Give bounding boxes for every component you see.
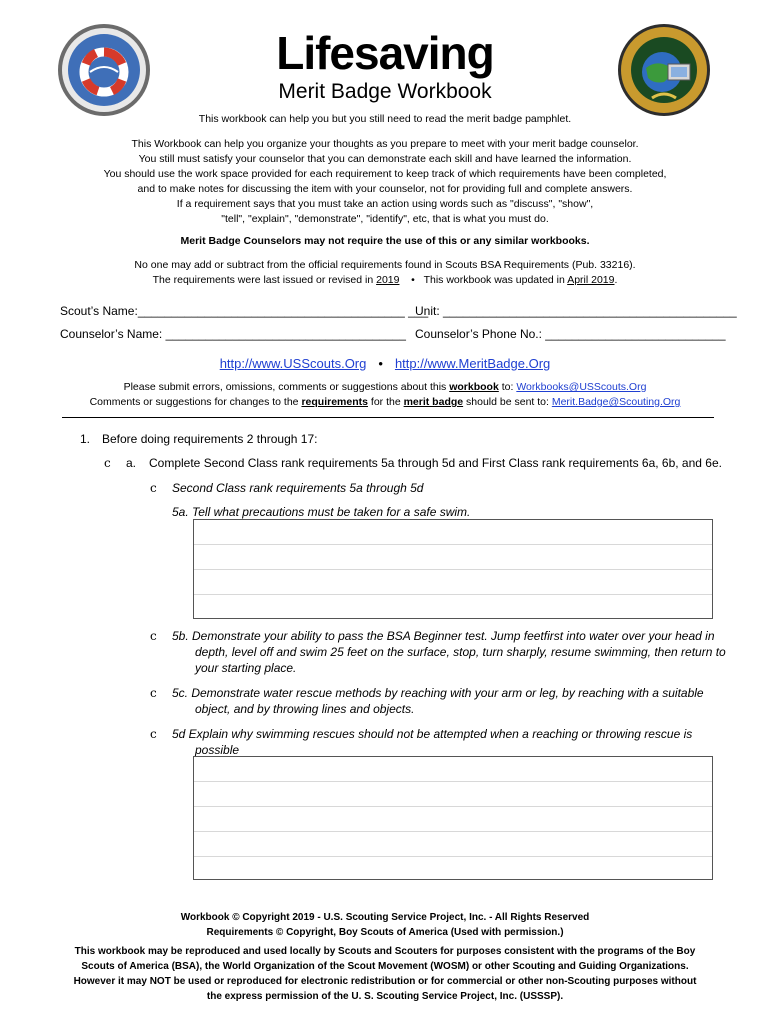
- requirement-1-number: 1.: [80, 432, 91, 446]
- requirement-5a-text: 5a. Tell what precautions must be taken for a safe swim.: [172, 505, 471, 519]
- links-row: [0, 356, 770, 371]
- divider: [62, 417, 714, 418]
- answer-line: [194, 594, 712, 595]
- scout-name-field[interactable]: Scout’s Name:________________________________________ ___: [60, 304, 429, 318]
- text: should be sent to:: [463, 396, 552, 408]
- revision-label: The requirements were last issued or revised in: [152, 274, 377, 286]
- requirement-5d-text: [172, 726, 692, 758]
- requirement-line: possible: [195, 743, 240, 757]
- text: merit badge: [403, 396, 464, 408]
- page-title: Lifesaving: [276, 27, 494, 79]
- answer-line: [194, 831, 712, 832]
- requirement-line: depth, level off and swim 25 feet on the surface, stop, turn sharply, resume swimming, then return to: [195, 645, 726, 659]
- requirement-5c-text: [172, 685, 704, 717]
- answer-box-5d[interactable]: [193, 756, 713, 880]
- intro-line: This Workbook can help you organize your thoughts as you prepare to meet with your merit badge counselor.: [131, 138, 639, 150]
- counselor-name-field[interactable]: Counselor’s Name: ____________________________________: [60, 327, 406, 341]
- checkbox-icon[interactable]: c: [104, 456, 111, 470]
- counselor-phone-field[interactable]: Counselor’s Phone No.: ___________________________: [415, 327, 726, 341]
- requirement-line: 5c. Demonstrate water rescue methods by reaching with your arm or leg, by reaching with a suitable: [172, 686, 704, 700]
- intro-line: You should use the work space provided for each requirement to keep track of which requirements have been completed,: [103, 168, 667, 180]
- revision-year: 2019: [376, 274, 400, 286]
- usage-line: However it may NOT be used or reproduced for electronic redistribution or for commercial or other non-Scouting purposes without: [73, 976, 697, 987]
- requirement-line: your starting place.: [195, 661, 297, 675]
- submission-note: [0, 380, 770, 410]
- answer-line: [194, 569, 712, 570]
- copyright-line: Workbook © Copyright 2019 - U.S. Scouting Service Project, Inc. - All Rights Reserved: [180, 912, 590, 923]
- intro-paragraph: [0, 137, 770, 227]
- intro-line: If a requirement says that you must take an action using words such as "discuss", "show",: [176, 198, 594, 210]
- answer-box-5a[interactable]: [193, 519, 713, 619]
- requirement-1a-letter: a.: [126, 456, 137, 470]
- text: workbook: [449, 381, 499, 393]
- page-subtitle: Merit Badge Workbook: [278, 80, 492, 103]
- intro-line: "tell", "explain", "demonstrate", "identify", etc, that is what you must do.: [221, 213, 549, 225]
- counselors-note: Merit Badge Counselors may not require the use of this or any similar workbooks.: [180, 235, 590, 247]
- copyright-footer: [0, 910, 770, 940]
- requirements-note: [0, 258, 770, 288]
- usage-line: Scouts of America (BSA), the World Organization of the Scout Movement (WOSM) or other Scouting and Guiding Organizations.: [81, 961, 689, 972]
- requirement-5b-text: [172, 628, 726, 676]
- usage-notice: [40, 944, 730, 1004]
- requirement-line: 5b. Demonstrate your ability to pass the BSA Beginner test. Jump feetfirst into water over your head in: [172, 629, 715, 643]
- checkbox-icon[interactable]: c: [150, 629, 157, 643]
- intro-line: You still must satisfy your counselor that you can demonstrate each skill and have learned the information.: [138, 153, 632, 165]
- copyright-line: Requirements © Copyright, Boy Scouts of America (Used with permission.): [206, 927, 564, 938]
- text: requirements: [301, 396, 368, 408]
- requirements-source-line: No one may add or subtract from the official requirements found in Scouts BSA Requirements (Pub. 33216).: [134, 259, 636, 271]
- answer-line: [194, 856, 712, 857]
- updated-label: This workbook was updated in: [423, 274, 568, 286]
- bullet-separator: •: [411, 274, 415, 286]
- checkbox-icon[interactable]: c: [150, 481, 157, 495]
- text: to:: [498, 381, 517, 393]
- requirement-line: object, and by throwing lines and objects.: [195, 702, 415, 716]
- usscouts-link[interactable]: http://www.USScouts.Org: [219, 356, 367, 371]
- unit-field[interactable]: Unit: ____________________________________________: [415, 304, 737, 318]
- bullet-separator: •: [378, 356, 383, 371]
- second-class-heading: Second Class rank requirements 5a through 5d: [172, 481, 424, 495]
- updated-date: April 2019: [567, 274, 615, 286]
- checkbox-icon[interactable]: c: [150, 686, 157, 700]
- usage-line: the express permission of the U. S. Scouting Service Project, Inc. (USSSP).: [206, 991, 564, 1002]
- period: .: [614, 274, 618, 286]
- requirement-1-text: Before doing requirements 2 through 17:: [102, 432, 318, 446]
- checkbox-icon[interactable]: c: [150, 727, 157, 741]
- text: for the: [367, 396, 404, 408]
- text: Please submit errors, omissions, comments or suggestions about this: [123, 381, 450, 393]
- workbooks-email-link[interactable]: Workbooks@USScouts.Org: [516, 381, 647, 393]
- workbook-feedback-line: [0, 380, 770, 395]
- answer-line: [194, 544, 712, 545]
- requirement-line: 5d Explain why swimming rescues should not be attempted when a reaching or throwing rescue is: [172, 727, 693, 741]
- intro-note: This workbook can help you but you still need to read the merit badge pamphlet.: [198, 113, 572, 125]
- intro-line: and to make notes for discussing the item with your counselor, not for providing full and complete answers.: [137, 183, 633, 195]
- meritbadge-link[interactable]: http://www.MeritBadge.Org: [394, 356, 551, 371]
- meritbadge-email-link[interactable]: Merit.Badge@Scouting.Org: [551, 396, 681, 408]
- answer-line: [194, 781, 712, 782]
- text: Comments or suggestions for changes to the: [89, 396, 302, 408]
- answer-line: [194, 806, 712, 807]
- requirements-revision-line: [0, 273, 770, 288]
- requirement-1a-text: Complete Second Class rank requirements 5a through 5d and First Class rank requirements 6a, 6b, and 6e.: [149, 456, 722, 470]
- requirements-feedback-line: [0, 395, 770, 410]
- usage-line: This workbook may be reproduced and used locally by Scouts and Scouters for purposes consistent with the programs of the Boy: [74, 946, 696, 957]
